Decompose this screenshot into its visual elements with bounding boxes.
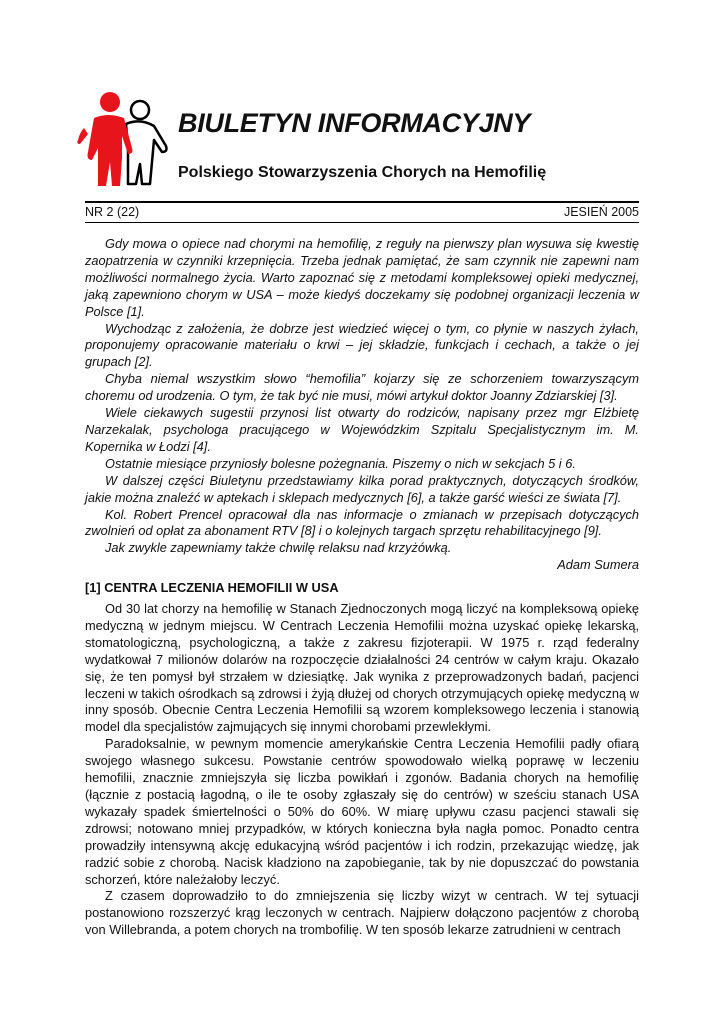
section-heading: [1] CENTRA LECZENIA HEMOFILII W USA [85,580,339,595]
intro-paragraph: Wiele ciekawych sugestii przynosi list otwarty do rodziców, napisany przez mgr Elżbietę Narzekalak, psychologa pracującego w Wojewódzkim Szpitalu Specjalistycznym im. M. Kopernika w Łodzi [4]. [85,405,639,454]
issue-info-row [85,205,639,219]
intro-paragraph: Chyba niemal wszystkim słowo “hemofilia” kojarzy się ze schorzeniem towarzyszącym choremu od urodzenia. O tym, że tak być nie musi, mówi artykuł doktor Joanny Zdziarskiej [3]. [85,371,639,404]
intro-paragraph: Ostatnie miesiące przyniosły bolesne pożegnania. Piszemy o nich w sekcjach 5 i 6. [105,455,576,471]
editorial-signature: Adam Sumera [557,557,639,573]
header-rule-bottom [85,222,639,223]
bulletin-title: BIULETYN INFORMACYJNY [178,108,531,138]
section-body [85,601,639,939]
body-paragraph: Paradoksalnie, w pewnym momencie amerykańskie Centra Leczenia Hemofilii padły ofiarą swojego własnego sukcesu. Powstanie centrów spowodowało wielką poprawę w leczeniu hemofilii, znacznie zmniejszyła się liczba powikłań i zgonów. Badania chorych na hemofilię (łącznie z postacią łagodną, o ile te osoby zgłaszały się do centrów) w sześciu stanach USA wykazały spadek śmiertelności o 50% do 60%. W miarę upływu czasu pacjenci stawali się zdrowsi; notowano mniej przypadków, w których konieczna była nagła pomoc. Ponadto centra prowadziły intensywną akcję edukacyjną wśród pacjentów i ich rodzin, przekazując wiedzę, jak radzić sobie z chorobą. Nacisk kładziono na zapobieganie, tak by nie dopuszczać do powstania schorzeń, które należałoby leczyć. [85,736,639,887]
body-paragraph: Z czasem doprowadziło to do zmniejszenia się liczby wizyt w centrach. W tej sytuacji postanowiono rozszerzyć krąg leczonych w centrach. Najpierw dołączono pacjentów z chorobą von Willebranda, a potem chorych na trombofilię. W ten sposób lekarze zatrudnieni w centrach [85,888,639,938]
intro-paragraph: W dalszej części Biuletynu przedstawiamy kilka porad praktycznych, dotyczących środków, jakie można znaleźć w aptekach i sklepach medycznych [6], a także garść wieści ze świata [7]. [85,472,639,505]
header-rule-top [85,201,639,203]
editorial-intro [85,236,639,574]
issue-date: JESIEŃ 2005 [563,205,639,219]
bulletin-subtitle: Polskiego Stowarzyszenia Chorych na Hemofilię [178,164,547,181]
hemophilia-people-logo-icon [74,88,174,188]
intro-paragraph: Kol. Robert Prencel opracował dla nas informacje o zmianach w przepisach dotyczących zwolnień od opłat za abonament RTV [8] i o kolejnych targach sprzętu rehabilitacyjnego [9]. [85,506,639,539]
body-paragraph: Od 30 lat chorzy na hemofilię w Stanach Zjednoczonych mogą liczyć na kompleksową opiekę medyczną w jednym miejscu. W Centrach Leczenia Hemofilii można uzyskać opiekę lekarską, stomatologiczną, psychologiczną, a także z zakresu fizjoterapii. W 1975 r. rząd federalny wydatkował 7 milionów dolarów na rozpoczęcie działalności 24 centrów w całym kraju. Okazało się, że ten pomysł był strzałem w dziesiątkę. Jak wynika z przeprowadzonych badań, pacjenci leczeni w takich ośrodkach są zdrowsi i żyją dłużej od chorych otrzymujących opiekę medyczną w inny sposób. Obecnie Centra Leczenia Hemofilii są wzorem kompleksowego leczenia i stanowią model dla specjalistów zajmujących się innymi chorobami przewlekłymi. [85,601,639,735]
intro-paragraph: Gdy mowa o opiece nad chorymi na hemofilię, z reguły na pierwszy plan wysuwa się kwestię zaopatrzenia w czynniki krzepnięcia. Trzeba jednak pamiętać, że sam czynnik nie zapewni nam możliwości normalnego życia. Warto zapoznać się z metodami kompleksowej opieki medycznej, jaką zapewniono chorym w USA – może kiedyś doczekamy się podobnej organizacji leczenia w Polsce [1]. [85,236,639,319]
association-logo [74,88,174,188]
intro-paragraph: Wychodząc z założenia, że dobrze jest wiedzieć więcej o tym, co płynie w naszych żyłach, proponujemy opracowanie materiału o krwi – jej składzie, funkcjach i cechach, a także o jej grupach [2]. [85,320,639,370]
issue-number: NR 2 (22) [85,205,140,219]
intro-paragraph: Jak zwykle zapewniamy także chwilę relaksu nad krzyżówką. [105,540,452,556]
